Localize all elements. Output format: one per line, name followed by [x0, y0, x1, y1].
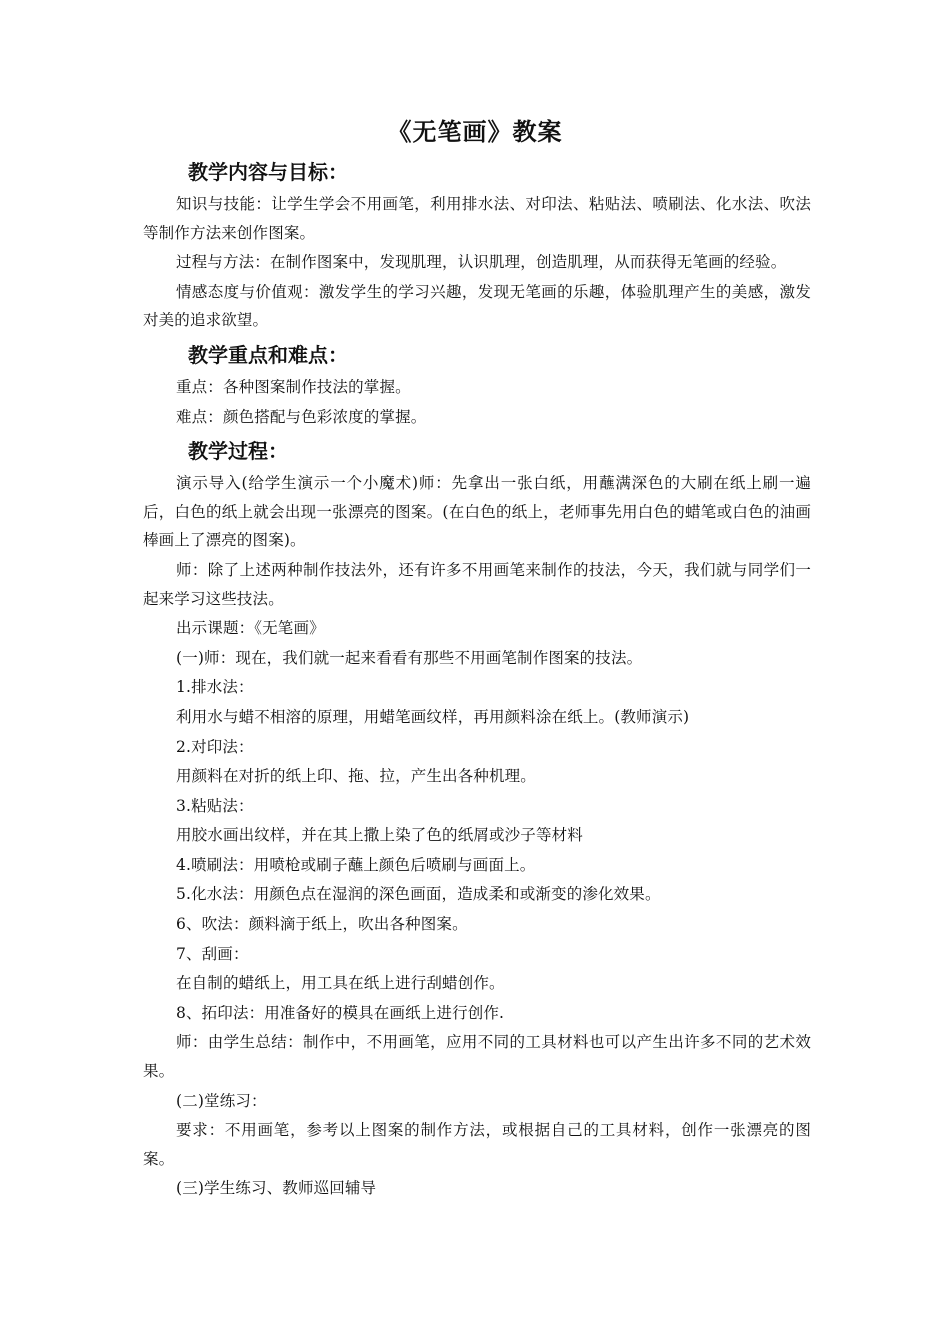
paragraph: 用胶水画出纹样，并在其上撒上染了色的纸屑或沙子等材料	[176, 826, 583, 845]
paragraph: 知识与技能：让学生学会不用画笔，利用排水法、对印法、粘贴法、喷刷法、化水法、吹法等制作方法来创作图案。	[143, 195, 811, 242]
paragraph: 重点：各种图案制作技法的掌握。	[176, 377, 411, 396]
paragraph: (三)学生练习、教师巡回辅导	[176, 1179, 377, 1198]
paragraph: 2.对印法：	[176, 737, 254, 756]
paragraph: 要求：不用画笔，参考以上图案的制作方法，或根据自己的工具材料，创作一张漂亮的图案。	[143, 1121, 811, 1168]
paragraph: 8、拓印法：用准备好的模具在画纸上进行创作.	[176, 1003, 505, 1022]
paragraph: 过程与方法：在制作图案中，发现肌理，认识肌理，创造肌理，从而获得无笔画的经验。	[176, 253, 787, 272]
paragraph: 4.喷刷法：用喷枪或刷子蘸上颜色后喷刷与画面上。	[176, 855, 536, 874]
paragraph: 在自制的蜡纸上，用工具在纸上进行刮蜡创作。	[176, 974, 505, 993]
paragraph: 难点：颜色搭配与色彩浓度的掌握。	[176, 407, 427, 426]
paragraph: 7、刮画：	[176, 944, 249, 963]
paragraph: 1.排水法：	[176, 678, 254, 697]
paragraph: 师：除了上述两种制作技法外，还有许多不用画笔来制作的技法，今天，我们就与同学们一起来学习这些技法。	[143, 560, 811, 608]
paragraph: (二)堂练习：	[176, 1091, 267, 1110]
document-body	[143, 158, 811, 1204]
paragraph: 出示课题：《无笔画》	[176, 619, 325, 638]
section-heading-process: 教学过程：	[188, 439, 288, 464]
paragraph: 3.粘贴法：	[176, 796, 254, 815]
paragraph: (一)师：现在，我们就一起来看看有那些不用画笔制作图案的技法。	[176, 648, 643, 667]
document-title: 《无笔画》教案	[387, 118, 563, 146]
paragraph: 演示导入(给学生演示一个小魔术)师：先拿出一张白纸，用蘸满深色的大刷在纸上刷一遍后，白色的纸上就会出现一张漂亮的图案。(在白色的纸上，老师事先用白色的蜡笔或白色的油画棒画上了漂亮的图案)。	[143, 474, 812, 550]
paragraph: 情感态度与价值观：激发学生的学习兴趣，发现无笔画的乐趣，体验肌理产生的美感，激发对美的追求欲望。	[143, 282, 811, 330]
paragraph: 师：由学生总结：制作中，不用画笔，应用不同的工具材料也可以产生出许多不同的艺术效果。	[143, 1033, 811, 1081]
section-heading-objectives: 教学内容与目标：	[188, 160, 348, 184]
paragraph: 用颜料在对折的纸上印、拖、拉，产生出各种机理。	[176, 767, 536, 786]
paragraph: 6、吹法：颜料滴于纸上，吹出各种图案。	[176, 915, 468, 934]
paragraph: 5.化水法：用颜色点在湿润的深色画面，造成柔和或渐变的渗化效果。	[176, 885, 661, 904]
section-heading-key-points: 教学重点和难点：	[188, 342, 348, 367]
paragraph: 利用水与蜡不相溶的原理，用蜡笔画纹样，再用颜料涂在纸上。(教师演示)	[176, 707, 690, 726]
